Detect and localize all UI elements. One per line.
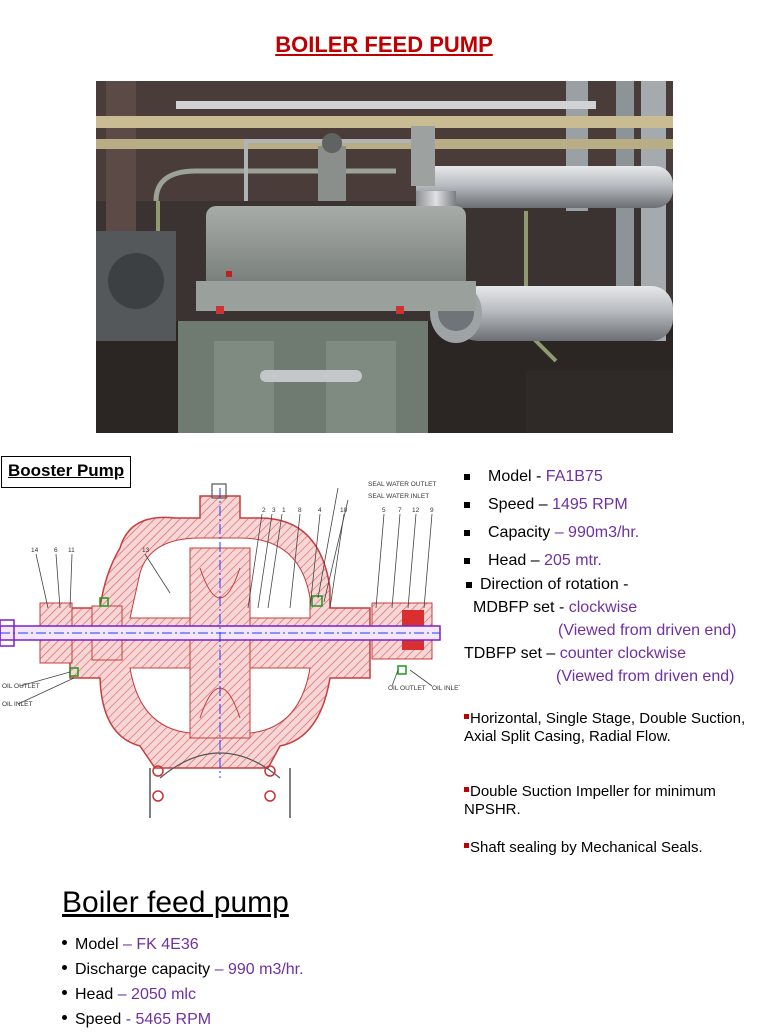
red-square-bullet-icon xyxy=(464,787,469,792)
square-bullet-icon xyxy=(464,502,470,508)
svg-text:3: 3 xyxy=(272,507,276,514)
svg-text:5: 5 xyxy=(382,507,386,514)
pump-photo xyxy=(96,81,673,433)
square-bullet-icon xyxy=(464,530,470,536)
spec-capacity: Capacity – 990m3/hr. xyxy=(464,524,639,542)
svg-text:14: 14 xyxy=(31,547,39,554)
bullet-dot-icon xyxy=(62,965,67,970)
red-square-bullet-icon xyxy=(464,843,469,848)
feature-3: Shaft sealing by Mechanical Seals. xyxy=(464,839,764,857)
bfp-spec-discharge-capacity: Discharge capacity – 990 m3/hr. xyxy=(62,961,304,986)
spec-mdbfp-view: (Viewed from driven end) xyxy=(558,622,737,639)
svg-text:1: 1 xyxy=(282,507,286,514)
svg-text:6: 6 xyxy=(54,547,58,554)
svg-text:OIL OUTLET: OIL OUTLET xyxy=(2,683,40,690)
booster-pump-label: Booster Pump xyxy=(1,456,131,488)
svg-text:9: 9 xyxy=(430,507,434,514)
square-bullet-icon xyxy=(466,582,472,588)
spec-speed: Speed – 1495 RPM xyxy=(464,496,628,514)
spec-direction: Direction of rotation - xyxy=(466,576,629,594)
spec-head: Head – 205 mtr. xyxy=(464,552,602,570)
feature-1: Horizontal, Single Stage, Double Suction, Axial Split Casing, Radial Flow. xyxy=(464,710,746,745)
feature-2: Double Suction Impeller for minimum NPSHR. xyxy=(464,783,716,818)
bfp-spec-speed: Speed - 5465 RPM xyxy=(62,1011,304,1036)
svg-text:7: 7 xyxy=(398,507,402,514)
bullet-dot-icon xyxy=(62,1015,67,1020)
svg-text:OIL INLET: OIL INLET xyxy=(432,685,460,692)
svg-text:10: 10 xyxy=(340,507,348,514)
spec-model: Model - FA1B75 xyxy=(464,468,603,486)
svg-text:SEAL WATER INLET: SEAL WATER INLET xyxy=(368,493,430,500)
page-title: BOILER FEED PUMP xyxy=(275,32,493,57)
svg-text:8: 8 xyxy=(298,507,302,514)
svg-text:13: 13 xyxy=(142,547,150,554)
square-bullet-icon xyxy=(464,474,470,480)
svg-text:OIL OUTLET: OIL OUTLET xyxy=(388,685,426,692)
svg-text:12: 12 xyxy=(412,507,420,514)
spec-tdbfp: TDBFP set – counter clockwise xyxy=(464,645,687,662)
red-square-bullet-icon xyxy=(464,714,469,719)
boiler-feed-pump-specs xyxy=(62,936,304,1036)
bfp-spec-head: Head – 2050 mlc xyxy=(62,986,304,1011)
bfp-spec-model: Model – FK 4E36 xyxy=(62,936,304,961)
boiler-feed-pump-heading: Boiler feed pump xyxy=(62,886,289,919)
bullet-dot-icon xyxy=(62,990,67,995)
booster-pump-cross-section-drawing xyxy=(0,478,460,818)
bullet-dot-icon xyxy=(62,940,67,945)
svg-text:OIL INLET: OIL INLET xyxy=(2,701,33,708)
svg-text:SEAL WATER OUTLET: SEAL WATER OUTLET xyxy=(368,481,437,488)
spec-tdbfp-view: (Viewed from driven end) xyxy=(556,668,735,685)
svg-text:11: 11 xyxy=(68,547,75,554)
svg-text:2: 2 xyxy=(262,507,266,514)
svg-text:4: 4 xyxy=(318,507,322,514)
spec-mdbfp: MDBFP set - clockwise xyxy=(473,599,638,616)
square-bullet-icon xyxy=(464,558,470,564)
